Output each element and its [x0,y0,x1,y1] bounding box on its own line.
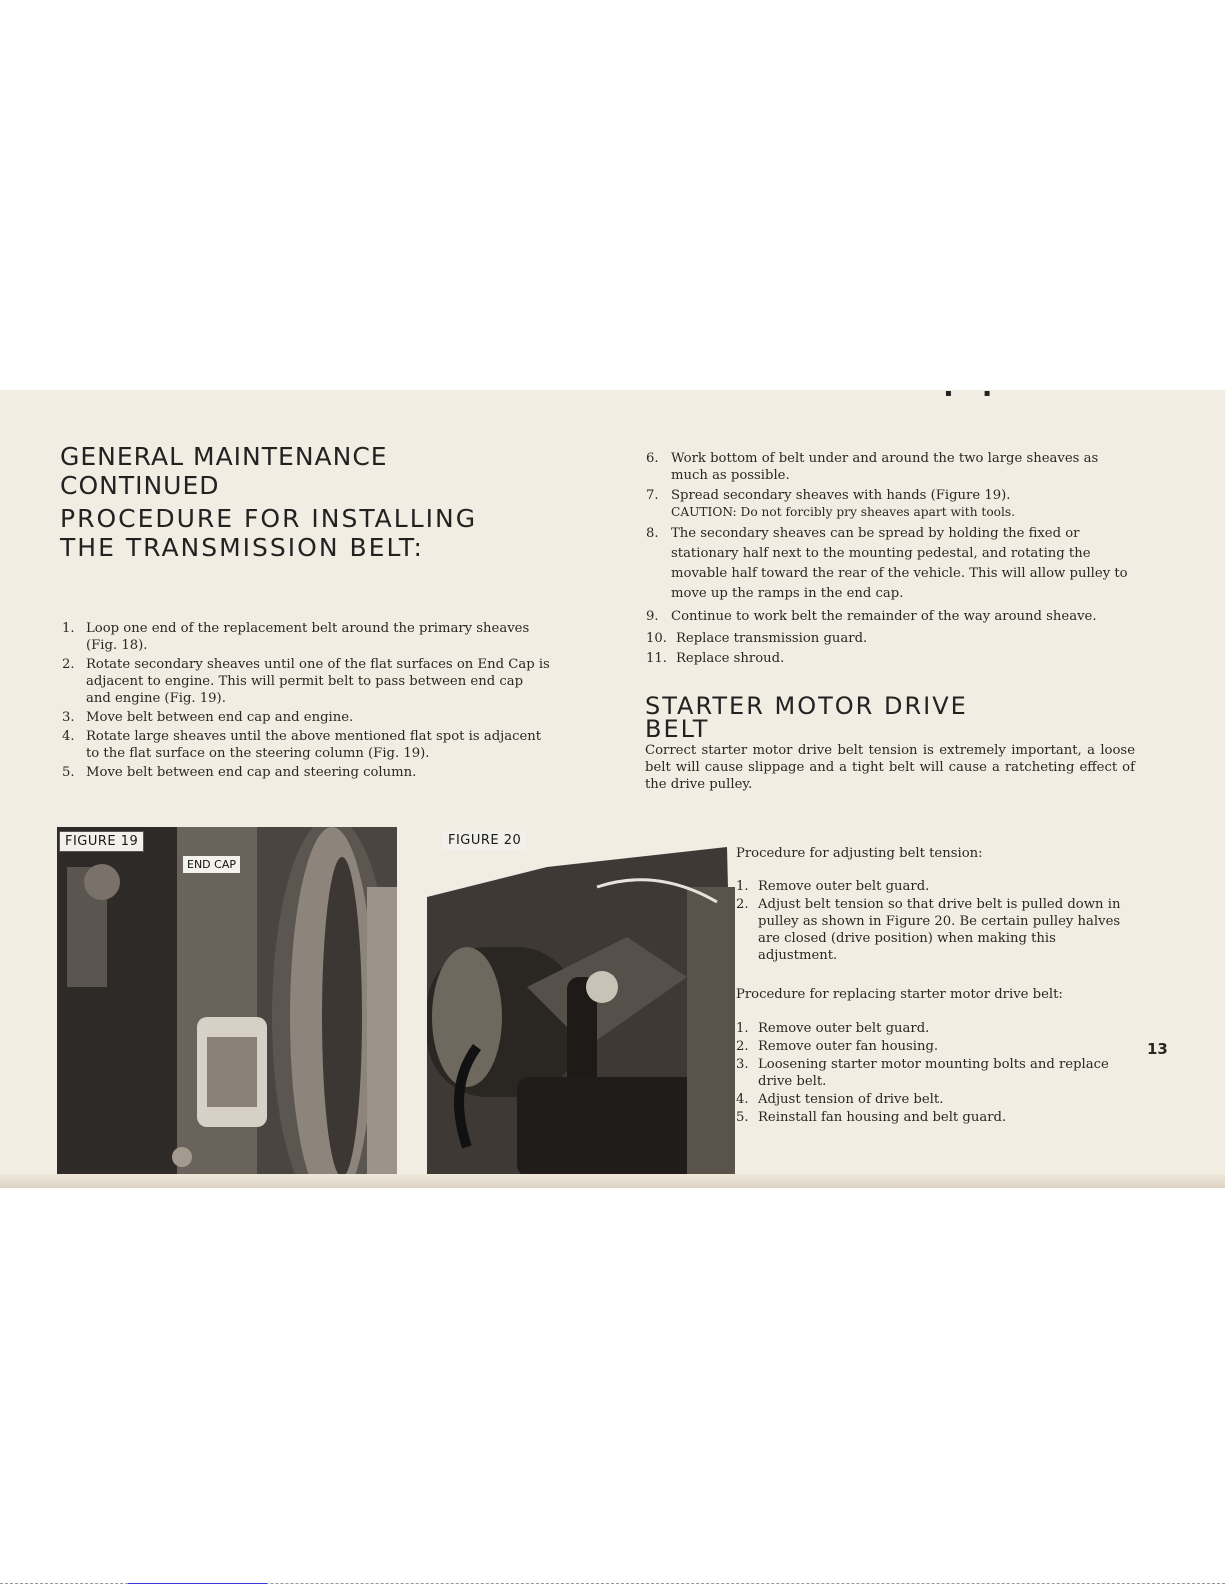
figure-20-label: FIGURE 20 [443,831,526,850]
list-item: 4. Adjust tension of drive belt. [736,1092,944,1107]
end-cap-illustration [57,827,397,1177]
page-number: 13 [1147,1040,1168,1058]
list-item: 3. Move belt between end cap and engine. [62,710,354,725]
figure-19-label: FIGURE 19 [59,831,144,852]
starter-belt-intro: Correct starter motor drive belt tension is extremely important, a loose belt will cause slippage and a tight belt will cause a ratcheting effect of the drive pulley. [645,743,1135,792]
link-underline [128,1583,267,1584]
print-marks: ▪ ▪ [945,390,991,399]
procedure-title: PROCEDURE FOR INSTALLING THE TRANSMISSION BELT: [60,504,478,562]
transmission-belt-steps-right [646,450,1138,670]
adjust-steps [736,878,1136,965]
list-item: 6. Work bottom of belt under and around the two large sheaves as much as possible. [646,451,1099,483]
caution-note: CAUTION: Do not forcibly pry sheaves apart with tools. [671,505,1016,519]
page-edge-shadow [0,1174,1225,1188]
list-item: 5. Move belt between end cap and steering column. [62,765,417,780]
list-item: 1. Loop one end of the replacement belt around the primary sheaves (Fig. 18). [62,621,530,653]
list-item: 3. Loosening starter motor mounting bolts and replace drive belt. [736,1057,1109,1089]
list-item: 4. Rotate large sheaves until the above mentioned flat spot is adjacent to the flat surface on the steering column (Fig. 19). [62,729,542,761]
figure-20-photo [427,827,735,1177]
starter-motor-illustration [427,827,735,1177]
list-item: 1. Remove outer belt guard. [736,879,930,894]
replace-steps [736,1020,1136,1127]
manual-page [0,390,1225,1188]
list-item: 10. Replace transmission guard. [646,631,868,646]
list-item: 2. Rotate secondary sheaves until one of the flat surfaces on End Cap is adjacent to engine. This will permit belt to pass between end cap and engine (Fig. 19). [62,657,550,706]
list-item: 2. Adjust belt tension so that drive belt is pulled down in pulley as shown in Figure 20. Be certain pulley halves are closed (drive position) when making this adjustment. [736,897,1121,963]
list-item: 7. Spread secondary sheaves with hands (Figure 19). CAUTION: Do not forcibly pry sheaves apart with tools. [646,487,1138,521]
list-item: 5. Reinstall fan housing and belt guard. [736,1110,1007,1125]
list-item: 8. The secondary sheaves can be spread by holding the fixed or stationary half next to the mounting pedestal, and rotating the movable half toward the rear of the vehicle. This will allow pulley to move up the ramps in the end cap. [646,526,1128,601]
section-title: GENERAL MAINTENANCE CONTINUED [60,442,388,500]
figure-19-photo [57,827,397,1177]
adjust-procedure-heading: Procedure for adjusting belt tension: [736,846,983,861]
replace-procedure-heading: Procedure for replacing starter motor drive belt: [736,987,1063,1002]
list-item: 2. Remove outer fan housing. [736,1039,939,1054]
list-item: 9. Continue to work belt the remainder of the way around sheave. [646,609,1097,624]
starter-belt-title: STARTER MOTOR DRIVE BELT [645,692,968,743]
list-item: 11. Replace shroud. [646,651,785,666]
end-cap-callout: END CAP [183,856,240,873]
list-item: 1. Remove outer belt guard. [736,1021,930,1036]
transmission-belt-steps-left [62,620,550,783]
